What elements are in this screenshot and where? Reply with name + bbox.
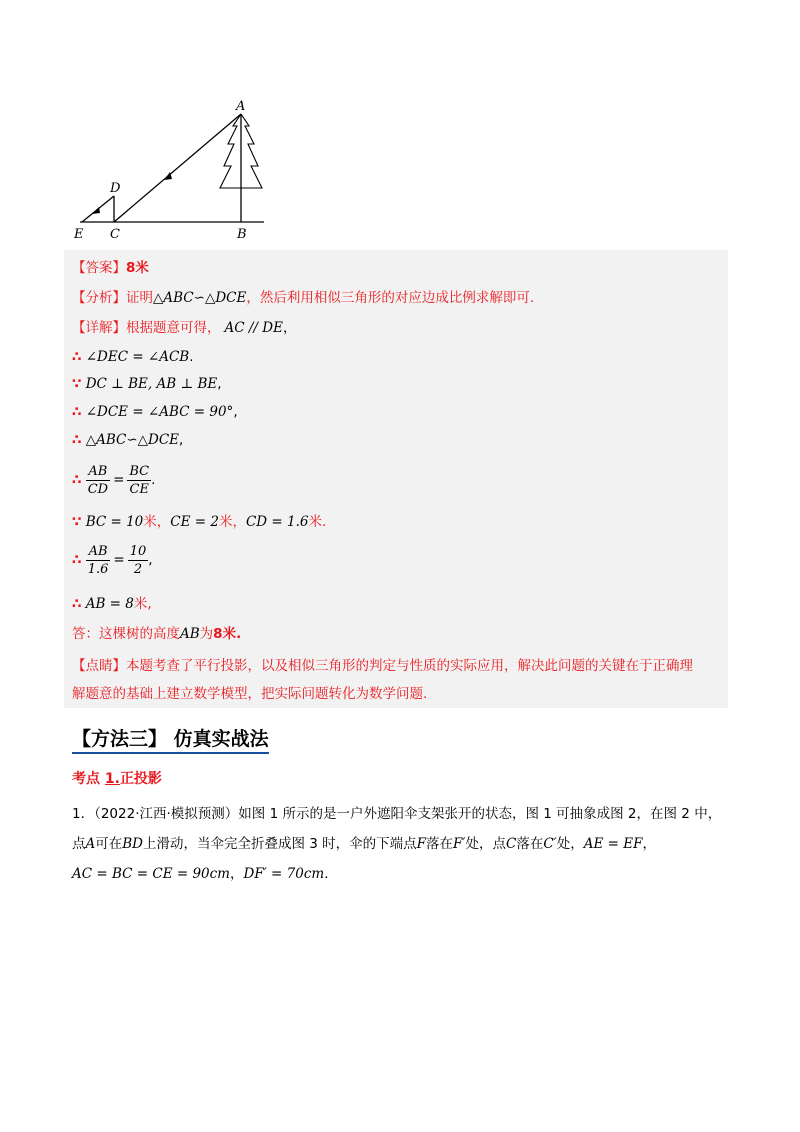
- result-line: ∴ AB = 8米,: [72, 596, 152, 612]
- question-line-1: 1．（2022·江西·模拟预测）如图 1 所示的是一户外遮阳伞支架张开的状态，图 1 可抽象成图 2，在图 2 中，: [72, 806, 722, 822]
- ratio-line-2: ∴ $\frac{AB}{1.6}$ = $\frac{10}{2}$ ,: [72, 543, 153, 577]
- given-line: ∵ BC = 10米，CE = 2米，CD = 1.6米.: [72, 514, 327, 530]
- question-line-3: AC = BC = CE = 90cm，DF′ = 70cm.: [72, 866, 329, 882]
- label-D: D: [110, 181, 121, 196]
- question-number: 1．: [72, 806, 95, 822]
- comment-line-2: 解题意的基础上建立数学模型，把实际问题转化为数学问题.: [72, 686, 428, 702]
- label-C: C: [110, 227, 120, 242]
- question-source: （2022·江西·模拟预测）: [94, 806, 239, 822]
- answer-tag: 【答案】: [72, 260, 126, 276]
- answer-line: [72, 258, 149, 278]
- step-line: ∴ △ABC∽△DCE,: [72, 432, 184, 448]
- label-B: B: [237, 227, 247, 242]
- fraction: $\frac{AB}{1.6}$: [87, 543, 109, 577]
- step-line: ∵ DC ⊥ BE, AB ⊥ BE,: [72, 376, 222, 392]
- kaodian-heading: 考点 1.正投影: [72, 771, 162, 787]
- detail-tag: 【详解】: [72, 320, 126, 336]
- step-line: ∴ ∠DEC = ∠ACB.: [72, 349, 194, 365]
- answer-value: 8米: [126, 260, 149, 276]
- arrow-DE: [92, 207, 100, 214]
- geometry-diagram: [66, 96, 286, 246]
- conclusion-line: 答：这棵树的高度AB为8米.: [72, 626, 242, 642]
- analysis-tag: 【分析】: [72, 290, 126, 306]
- label-A: A: [236, 99, 246, 114]
- comment-line-1: 【点睛】本题考查了平行投影，以及相似三角形的判定与性质的实际应用，解决此问题的关键在于正确理: [72, 658, 693, 674]
- method-title: 【方法三】 仿真实战法: [72, 724, 269, 754]
- fraction: $\frac{BC}{CE}$: [129, 463, 150, 497]
- ratio-line-1: ∴ $\frac{AB}{CD}$ = $\frac{BC}{CE}$ .: [72, 463, 156, 497]
- question-line-2: 点A可在BD上滑动，当伞完全折叠成图 3 时，伞的下端点F落在F′处，点C落在C′处，AE = EF，: [72, 836, 656, 852]
- step-line: ∴ ∠DCE = ∠ABC = 90°,: [72, 404, 238, 420]
- fraction: $\frac{10}{2}$: [129, 543, 147, 577]
- comment-tag: 【点睛】: [72, 658, 126, 674]
- segment-AC: [114, 114, 241, 222]
- detail-line: 【详解】根据题意可得， AC // DE，: [72, 320, 297, 336]
- label-E: E: [74, 227, 84, 242]
- tree-shadow-figure: [66, 96, 286, 246]
- analysis-line: 【分析】证明△ABC∽△DCE，然后利用相似三角形的对应边成比例求解即可.: [72, 290, 535, 306]
- fraction: $\frac{AB}{CD}$: [87, 463, 109, 497]
